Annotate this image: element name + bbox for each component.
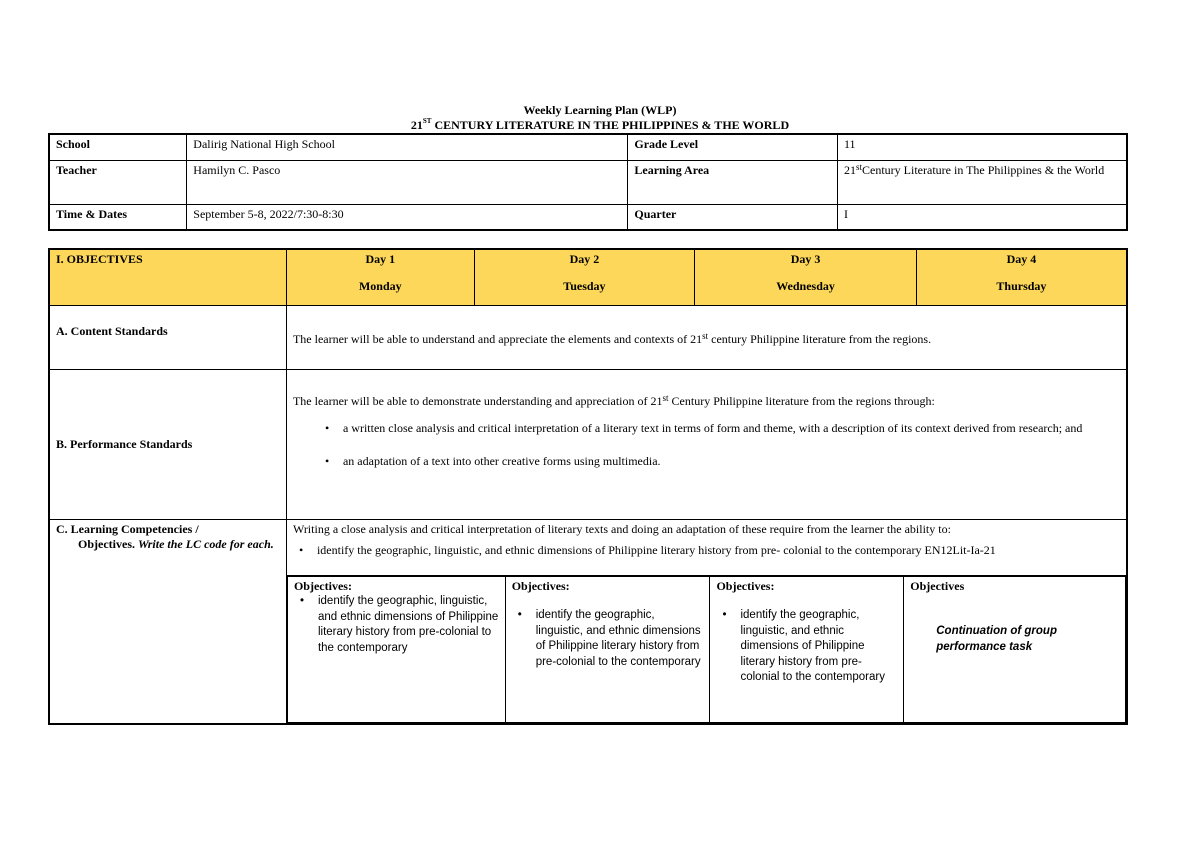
performance-sup: st [662, 392, 669, 403]
weekday-label: Thursday [996, 279, 1047, 293]
content-standards-text [286, 305, 1127, 369]
teacher-value: Hamilyn C. Pasco [187, 160, 628, 204]
performance-text-b: Century Philippine literature from the regions through: [668, 393, 935, 408]
learning-area-label: Learning Area [628, 160, 838, 204]
weekday-label: Tuesday [563, 279, 606, 293]
daily-objectives-table [287, 576, 1126, 723]
document-subtitle [0, 118, 1200, 132]
continuation-note: Continuation of group performance task [936, 625, 1057, 653]
day-label: Day 2 [569, 252, 600, 266]
learning-competencies-label [49, 519, 286, 724]
list-item: • identify the geographic, linguistic, and ethnic dimensions of Philippine literary history from pre-colonial to the contemporary [294, 594, 499, 656]
day-2-objectives [505, 576, 710, 722]
competencies-label-a: C. Learning Competencies / [56, 521, 199, 536]
competencies-label-b-wrap [56, 537, 280, 552]
time-dates-label: Time & Dates [49, 204, 187, 230]
document-title: Weekly Learning Plan (WLP) [523, 103, 677, 117]
competencies-label-b: Objectives. [78, 536, 135, 551]
day-3-header [695, 249, 917, 305]
grade-level-value: 11 [838, 134, 1128, 160]
performance-text-a: The learner will be able to demonstrate understanding and appreciation of 21 [292, 393, 663, 408]
objectives-list [716, 608, 897, 686]
objectives-heading: Objectives: [716, 578, 775, 593]
teacher-label: Teacher [49, 160, 187, 204]
area-num: 21 [844, 162, 856, 177]
objectives-list [294, 594, 499, 656]
objectives-heading: Objectives: [511, 578, 570, 593]
time-dates-value: September 5-8, 2022/7:30-8:30 [187, 204, 628, 230]
weekday-label: Monday [358, 279, 402, 293]
info-table [48, 133, 1128, 231]
list-item: • an adaptation of a text into other creative forms using multimedia. [319, 454, 1120, 469]
area-sup: st [856, 161, 863, 172]
daily-objectives-container [286, 575, 1127, 724]
objectives-heading: Objectives [910, 578, 965, 593]
subtitle-superscript: ST [422, 117, 432, 125]
list-item: • identify the geographic, linguistic, and ethnic dimensions of Philippine literary history from pre- colonial to the contemporary EN12Lit-Ia-21 [293, 543, 1120, 558]
school-value: Dalirig National High School [187, 134, 628, 160]
quarter-value: I [838, 204, 1128, 230]
objectives-list [512, 608, 704, 670]
performance-bullet-list [293, 421, 1120, 469]
content-text-b: century Philippine literature from the regions. [708, 331, 932, 346]
day-1-objectives [287, 576, 505, 722]
subtitle-number: 21 [410, 118, 423, 132]
day-4-header [916, 249, 1127, 305]
area-rest: Century Literature in The Philippines & the World [862, 162, 1105, 177]
list-item: • a written close analysis and critical interpretation of a literary text in terms of form and theme, with a description of its context derived from research; and [319, 421, 1120, 436]
day-2-header [474, 249, 695, 305]
competencies-label-c: Write the LC code for each. [137, 536, 274, 551]
day-1-header [286, 249, 474, 305]
content-text-a: The learner will be able to understand and appreciate the elements and contexts of 21 [292, 331, 703, 346]
list-item: • identify the geographic, linguistic, and ethnic dimensions of Philippine literary history from pre-colonial to the contemporary [716, 608, 897, 686]
subtitle-rest: CENTURY LITERATURE IN THE PHILIPPINES & THE WORLD [431, 118, 790, 132]
performance-standards-text [286, 369, 1127, 519]
day-label: Day 4 [1006, 252, 1037, 266]
list-item: • identify the geographic, linguistic, and ethnic dimensions of Philippine literary history from pre-colonial to the contemporary [512, 608, 704, 670]
objectives-header: I. OBJECTIVES [49, 249, 286, 305]
objectives-heading: Objectives: [293, 578, 352, 593]
day-label: Day 3 [790, 252, 821, 266]
learning-area-value [838, 160, 1128, 204]
school-label: School [49, 134, 187, 160]
competencies-intro: Writing a close analysis and critical interpretation of literary texts and doing an adaptation of these require from the learner the ability to: [292, 521, 951, 536]
content-sup: st [702, 330, 709, 341]
performance-standards-label: B. Performance Standards [49, 369, 286, 519]
content-standards-label: A. Content Standards [49, 305, 286, 369]
weekday-label: Wednesday [776, 279, 835, 293]
competencies-text [286, 519, 1127, 575]
weekly-plan-table [48, 248, 1128, 725]
quarter-label: Quarter [628, 204, 838, 230]
grade-level-label: Grade Level [628, 134, 838, 160]
day-4-objectives [904, 576, 1126, 722]
performance-intro [293, 394, 1120, 409]
day-3-objectives [710, 576, 904, 722]
day-label: Day 1 [365, 252, 396, 266]
competencies-bullet-list [293, 543, 1120, 558]
